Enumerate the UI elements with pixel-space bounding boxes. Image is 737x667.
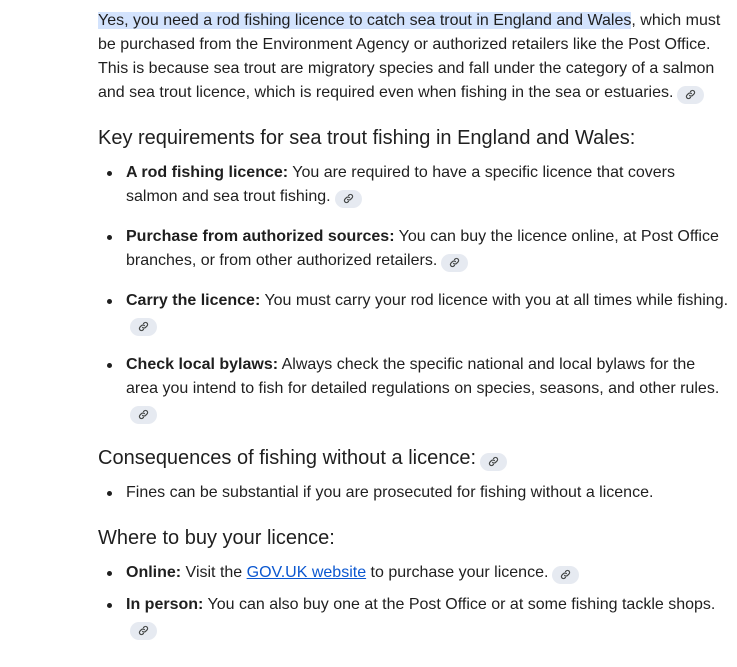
item-title: In person: (126, 596, 204, 613)
buy-heading: Where to buy your licence: (98, 527, 335, 549)
consequences-heading-text: Consequences of fishing without a licence: (98, 447, 477, 469)
item-text: You must carry your rod licence with you at all times while fishing. (260, 292, 729, 309)
item-text: to purchase your licence. (366, 564, 549, 581)
list-item (98, 161, 730, 209)
source-link-chip[interactable] (130, 318, 157, 336)
source-link-chip[interactable] (441, 254, 468, 272)
intro-paragraph (98, 9, 730, 105)
gov-uk-link[interactable]: GOV.UK website (246, 564, 367, 581)
requirements-heading: Key requirements for sea trout fishing in England and Wales: (98, 127, 636, 149)
item-title: Carry the licence: (126, 292, 261, 309)
list-item (98, 561, 730, 585)
item-title: A rod fishing licence: (126, 164, 289, 181)
intro-text: , which must be purchased from the Environment Agency or authorized retailers like the Post Office. This is because sea trout are migratory species and fall under the category of a salmon and sea trout licence, which is required even when fishing in the sea or estuaries. (98, 12, 721, 101)
item-text: You can buy the licence online, at Post Office branches, or from other authorized retailers. (126, 228, 719, 269)
list-item (98, 353, 730, 425)
link-icon (449, 257, 460, 268)
buy-list (98, 561, 730, 641)
source-link-chip[interactable] (552, 566, 579, 584)
link-icon (138, 625, 149, 636)
link-icon (488, 456, 499, 467)
link-icon (343, 193, 354, 204)
source-link-chip[interactable] (677, 86, 704, 104)
item-title: Online: (126, 564, 182, 581)
link-icon (685, 89, 696, 100)
list-item (98, 289, 730, 337)
item-title: Check local bylaws: (126, 356, 279, 373)
item-text: Always check the specific national and local bylaws for the area you intend to fish for detailed regulations on species, seasons, and other rules. (126, 356, 720, 397)
item-text: Visit the (181, 564, 247, 581)
list-item (98, 225, 730, 273)
item-text: You can also buy one at the Post Office or at some fishing tackle shops. (203, 596, 716, 613)
consequences-heading (98, 445, 730, 471)
link-icon (560, 569, 571, 580)
source-link-chip[interactable] (130, 622, 157, 640)
consequences-list (98, 481, 730, 505)
list-item (98, 481, 730, 505)
source-link-chip[interactable] (335, 190, 362, 208)
requirements-list (98, 161, 730, 425)
link-icon (138, 409, 149, 420)
item-title: Purchase from authorized sources: (126, 228, 395, 245)
source-link-chip[interactable] (130, 406, 157, 424)
source-link-chip[interactable] (480, 453, 507, 471)
link-icon (138, 321, 149, 332)
item-text: You are required to have a specific licence that covers salmon and sea trout fishing. (126, 164, 675, 205)
item-text: Fines can be substantial if you are prosecuted for fishing without a licence. (126, 484, 654, 501)
list-item (98, 593, 730, 641)
answer-content (98, 9, 730, 641)
highlighted-answer: Yes, you need a rod fishing licence to catch sea trout in England and Wales (98, 12, 632, 29)
